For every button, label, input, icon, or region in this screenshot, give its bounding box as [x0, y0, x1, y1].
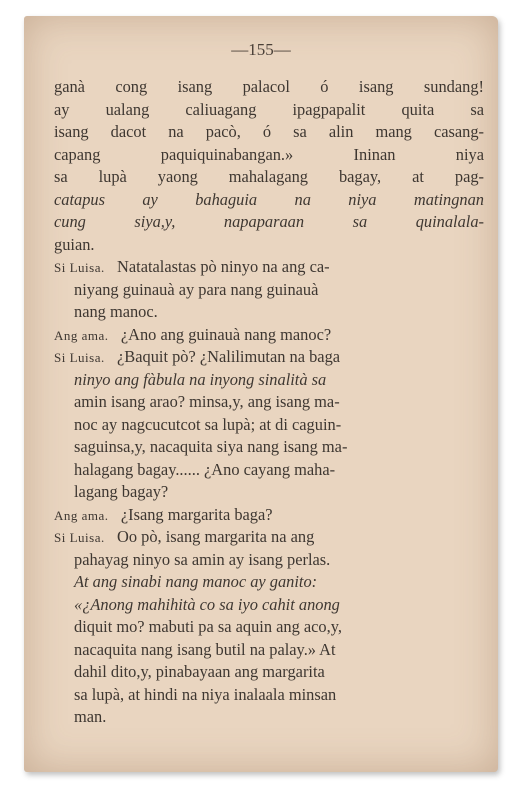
dialogue-line: ninyo ang fàbula na inyong sinalità sa [74, 369, 327, 389]
speaker-name: Ang ama. [54, 327, 109, 343]
text-line: catapus ay bahaguia na niya matingnan [54, 189, 484, 209]
book-page [24, 16, 498, 772]
dialogue-text: ¿Isang margarita baga? [120, 504, 273, 524]
dialogue-line [54, 504, 484, 527]
dialogue-line: lagang bagay? [74, 482, 169, 501]
dialogue-line: man. [74, 707, 107, 726]
dialogue-text: ¿Ano ang guinauà nang manoc? [120, 324, 332, 344]
text-line: guian. [54, 234, 95, 254]
speaker-name: Si Luisa. [54, 530, 105, 545]
dialogue-text: Oo pò, isang margarita na ang [117, 527, 315, 546]
dialogue-line: halagang bagay...... ¿Ano cayang maha- [74, 459, 336, 479]
dialogue-line: saguinsa,y, nacaquita siya nang isang ma- [74, 437, 348, 456]
dialogue-line [54, 324, 484, 347]
text-line: isang dacot na pacò, ó sa alin mang casang- [54, 122, 484, 141]
dialogue-line [54, 346, 484, 369]
dialogue-line: dahil dito,y, pinabayaan ang margarita [74, 662, 325, 681]
dialogue-line: niyang guinauà ay para nang guinauà [74, 279, 319, 299]
dialogue-line: nang manoc. [74, 302, 158, 321]
text-line: capang paquiquinabangan.» Ininan niya [54, 144, 484, 164]
dialogue-text: ¿Baquit pò? ¿Nalilimutan na baga [117, 347, 341, 366]
dialogue-line: pahayag ninyo sa amin ay isang perlas. [74, 549, 331, 569]
dialogue-line: At ang sinabi nang manoc ay ganito: [74, 572, 318, 591]
dialogue-line: amin isang arao? minsa,y, ang isang ma- [74, 392, 340, 411]
dialogue-line: «¿Anong mahihità co sa iyo cahit anong [74, 594, 340, 614]
dialogue-line [54, 256, 484, 279]
text-line: cung siya,y, napaparaan sa quinalala- [54, 212, 484, 231]
text-line: sa lupà yaong mahalagang bagay, at pag- [54, 167, 484, 186]
page-text [54, 76, 484, 729]
dialogue-line [54, 526, 484, 549]
dialogue-line: diquit mo? mabuti pa sa aquin ang aco,y, [74, 617, 342, 636]
dialogue-text: Natatalastas pò ninyo na ang ca- [117, 257, 330, 276]
dialogue-line: nacaquita nang isang butil na palay.» At [74, 639, 336, 659]
dialogue-line: noc ay nagcucutcot sa lupà; at di caguin- [74, 414, 342, 434]
speaker-name: Si Luisa. [54, 350, 105, 365]
dialogue-line: sa lupà, at hindi na niya inalaala minsan [74, 684, 337, 704]
text-line: ay ualang caliuagang ipagpapalit quita sa [54, 99, 484, 119]
page-number: —155— [231, 40, 291, 59]
speaker-name: Si Luisa. [54, 260, 105, 275]
speaker-name: Ang ama. [54, 507, 109, 523]
text-line: ganà cong isang palacol ó isang sundang! [54, 77, 484, 96]
